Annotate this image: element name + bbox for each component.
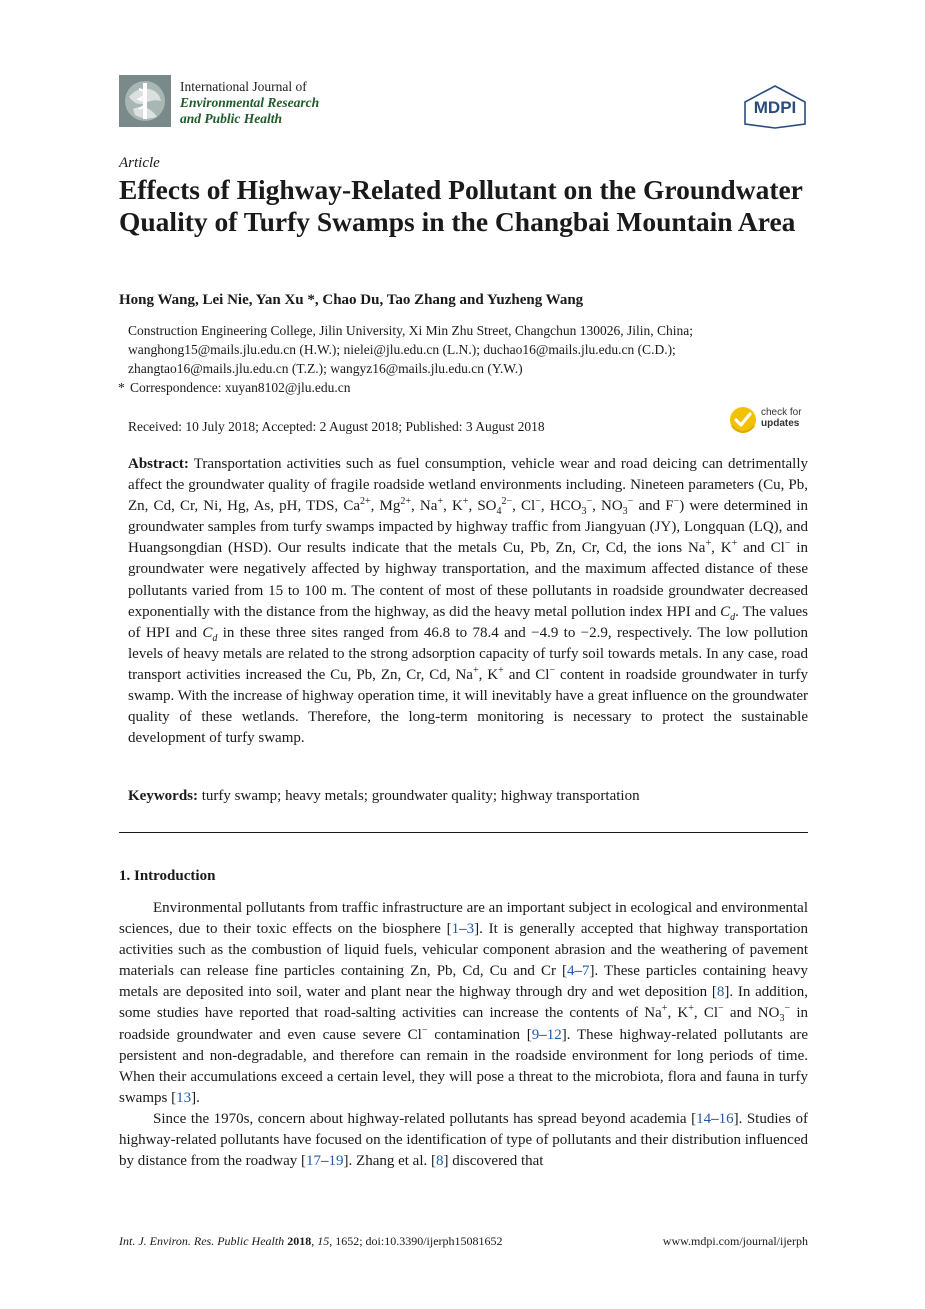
paragraph	[119, 1109, 808, 1172]
mdpi-logo-icon	[742, 84, 808, 130]
cd-symbol: C	[720, 603, 731, 620]
paragraph-text: ]. These particles containing heavy metals are deposited into soil, water and plant near the highway through dry and wet deposition [	[119, 963, 808, 1001]
paper-title: Effects of Highway-Related Pollutant on the Groundwater Quality of Turfy Swamps in the Changbai Mountain Area	[119, 174, 803, 237]
citation-dash: –	[711, 1110, 719, 1127]
section-heading: 1. Introduction	[119, 868, 216, 884]
abstract-text: , SO	[468, 498, 497, 515]
check-updates-line2: updates	[761, 418, 800, 429]
paragraph-text: ]. Zhang et al. [	[343, 1153, 436, 1170]
superscript: +	[498, 664, 504, 676]
footer-year: 2018	[287, 1234, 312, 1248]
abstract-text: in these three sites ranged from 46.8 to 78.4 and −4.9 to −2.9, respectively. The low pollution levels of heavy metals are related to the strong adsorption capacity of turfy soil towards metals. In any case, road transport activities increased the Cu, Pb, Zn, Cr, Cd, Na	[128, 624, 808, 683]
citation-dash: –	[539, 1026, 547, 1043]
superscript: +	[472, 664, 479, 676]
citation-link[interactable]: 19	[328, 1153, 344, 1170]
footer-journal-url[interactable]: www.mdpi.com/journal/ijerph	[662, 1234, 808, 1248]
citation-link[interactable]: 8	[716, 984, 725, 1001]
paragraph-text: ] discovered that	[443, 1153, 544, 1170]
abstract-text: content in roadside groundwater in turfy swamp. With the increase of highway operation time, it will inevitably have a great influence on the groundwater quality of these wetlands. Therefore, the long-term monitoring is necessary to protect the sustainable development of turfy swamp.	[128, 666, 808, 747]
correspondence-mark: *	[118, 380, 125, 395]
author-list: Hong Wang, Lei Nie, Yan Xu *, Chao Du, Tao Zhang and Yuzheng Wang	[119, 292, 584, 308]
abstract-text: . The values of HPI and	[128, 603, 808, 641]
cd-subscript: d	[730, 611, 736, 623]
superscript: 2+	[360, 496, 371, 508]
subscript: 4	[496, 506, 502, 518]
abstract-text: and F	[633, 498, 674, 515]
correspondence-text: Correspondence: xuyan8102@jlu.edu.cn	[130, 380, 351, 395]
superscript: 2−	[501, 496, 513, 508]
superscript: −	[549, 664, 556, 676]
check-updates-line1: check for	[761, 407, 802, 418]
superscript: −	[673, 496, 680, 508]
introduction-body	[119, 898, 808, 1172]
paragraph-text: contamination [	[427, 1026, 532, 1043]
superscript: −	[627, 496, 634, 508]
journal-name	[180, 79, 319, 127]
paragraph-text: ]. It is generally accepted that highway transportation activities such as the combustion of liquid fuels, vehicular component abrasion and the weathering of pavement materials can release fine particles containing Zn, Pb, Cd, Cu and Cr [	[119, 921, 808, 980]
citation-link[interactable]: 16	[718, 1110, 734, 1127]
paragraph-text: , Cl	[693, 1005, 719, 1022]
citation-link[interactable]: 9	[531, 1026, 540, 1043]
subscript: 3	[622, 506, 628, 518]
abstract-text: , HCO	[540, 498, 582, 515]
abstract-text: , K	[478, 666, 499, 683]
superscript: −	[784, 538, 791, 550]
cd-subscript: d	[212, 632, 218, 644]
citation-link[interactable]: 17	[306, 1153, 322, 1170]
paragraph-text: in roadside groundwater and even cause severe Cl	[119, 1005, 808, 1043]
superscript: +	[688, 1003, 694, 1015]
footer-citation: Int. J. Environ. Res. Public Health 2018, 15, 1652; doi:10.3390/ijerph15081652	[119, 1234, 503, 1248]
journal-name-line3: and Public Health	[180, 111, 283, 126]
correspondence-line	[118, 378, 818, 397]
paragraph	[119, 898, 808, 1109]
paragraph-text: Environmental pollutants from traffic infrastructure are an important subject in ecological and environmental sciences, due to their toxic effects on the biosphere [	[119, 900, 808, 938]
superscript: −	[718, 1003, 724, 1015]
abstract	[128, 454, 808, 749]
paragraph-text: and NO	[723, 1005, 780, 1022]
superscript: +	[661, 1003, 668, 1015]
abstract-text: ) were determined in groundwater samples from turfy swamps impacted by highway traffic from Jiangyuan (JY), Longquan (LQ), and Huangsongdian (HSD). Our results indicate that the metals Cu, Pb, Zn, Cr, Cd, the ions Na	[128, 498, 808, 557]
footer-doi: , 1652; doi:10.3390/ijerph15081652	[329, 1234, 503, 1248]
citation-link[interactable]: 14	[696, 1110, 712, 1127]
footer-journal-abbrev: Int. J. Environ. Res. Public Health	[119, 1234, 285, 1248]
affiliation-block	[118, 321, 818, 397]
abstract-text: and Cl	[737, 540, 785, 557]
cd-symbol: C	[202, 624, 213, 641]
citation-link[interactable]: 13	[176, 1089, 192, 1106]
abstract-label: Abstract:	[128, 456, 189, 472]
superscript: +	[462, 496, 469, 508]
citation-link[interactable]: 1	[451, 921, 460, 938]
publisher-name: MDPI	[753, 98, 797, 117]
superscript: +	[705, 538, 712, 550]
superscript: −	[535, 496, 541, 508]
journal-emblem-icon	[119, 75, 171, 127]
citation-link[interactable]: 3	[466, 921, 475, 938]
paragraph-text: Since the 1970s, concern about highway-related pollutants has spread beyond academia [	[153, 1110, 697, 1127]
subscript: 3	[581, 506, 587, 518]
affiliation-emails: zhangtao16@mails.jlu.edu.cn (T.Z.); wangyz16@mails.jlu.edu.cn (Y.W.)	[128, 361, 523, 376]
subscript: 3	[779, 1013, 785, 1025]
superscript: +	[437, 496, 444, 508]
citation-link[interactable]: 4	[567, 963, 575, 980]
citation-dash: –	[459, 921, 467, 938]
keywords-text: turfy swamp; heavy metals; groundwater quality; highway transportation	[198, 788, 640, 804]
keywords	[128, 788, 808, 805]
citation-link[interactable]: 7	[582, 963, 590, 980]
paragraph-text: , K	[667, 1005, 689, 1022]
superscript: +	[731, 538, 738, 550]
superscript: 2+	[400, 496, 412, 508]
section-divider	[119, 832, 808, 833]
superscript: −	[421, 1024, 428, 1036]
keywords-label: Keywords:	[128, 788, 198, 804]
abstract-text: , K	[711, 540, 732, 557]
abstract-text: Transportation activities such as fuel consumption, vehicle wear and road deicing can detrimentally affect the groundwater quality of fragile roadside wetland environments including. Nineteen parameters (Cu, Pb, Zn, Cd, Cr, Ni, Hg, As, pH, TDS, Ca	[128, 456, 808, 515]
abstract-text: in groundwater were negatively affected by highway transportation, and the maximum affected distance of these pollutants varied from 15 to 100 m. The content of most of these pollutants in roadside groundwater decreased exponentially with the distance from the highway, as did the heavy metal pollution index HPI and	[128, 540, 808, 620]
check-updates-icon	[728, 404, 758, 436]
paragraph-text: ]. These highway-related pollutants are persistent and non-degradable, and therefore can remain in the roadside environment for long periods of time. When their accumulations exceed a certain level, they will pose a threat to the microbiota, flora and fauna in turfy swamps [	[119, 1026, 808, 1106]
article-type: Article	[119, 155, 160, 171]
abstract-text: , Na	[411, 498, 438, 515]
abstract-text: , K	[443, 498, 463, 515]
footer-volume: 15	[317, 1234, 330, 1248]
superscript: −	[586, 496, 593, 508]
paragraph-text: ]. In addition, some studies have reported that road-salting activities can increase the contents of Na	[119, 984, 808, 1022]
citation-link[interactable]: 8	[436, 1153, 444, 1170]
check-for-updates-badge[interactable]	[728, 404, 812, 436]
citation-dash: –	[574, 963, 583, 980]
journal-name-line1: International Journal of	[180, 79, 307, 94]
abstract-text: , Mg	[370, 498, 401, 515]
superscript: −	[784, 1003, 791, 1015]
check-updates-text	[761, 407, 802, 429]
paragraph-text: ]. Studies of highway-related pollutants have focused on the identification of type of pollutants and their distribution influenced by distance from the roadway [	[119, 1110, 808, 1170]
abstract-text: and Cl	[503, 666, 550, 683]
abstract-text: , Cl	[512, 498, 536, 515]
citation-dash: –	[321, 1153, 329, 1170]
journal-name-line2: Environmental Research	[180, 95, 320, 110]
affiliation-emails: wanghong15@mails.jlu.edu.cn (H.W.); nielei@jlu.edu.cn (L.N.); duchao16@mails.jlu.edu.cn (C.D.);	[128, 342, 676, 357]
citation-link[interactable]: 12	[546, 1026, 562, 1043]
paragraph-text: ].	[191, 1089, 200, 1106]
affiliation-line: Construction Engineering College, Jilin University, Xi Min Zhu Street, Changchun 130026, Jilin, China;	[128, 323, 693, 338]
publication-dates: Received: 10 July 2018; Accepted: 2 August 2018; Published: 3 August 2018	[128, 419, 545, 434]
abstract-text: , NO	[592, 498, 623, 515]
